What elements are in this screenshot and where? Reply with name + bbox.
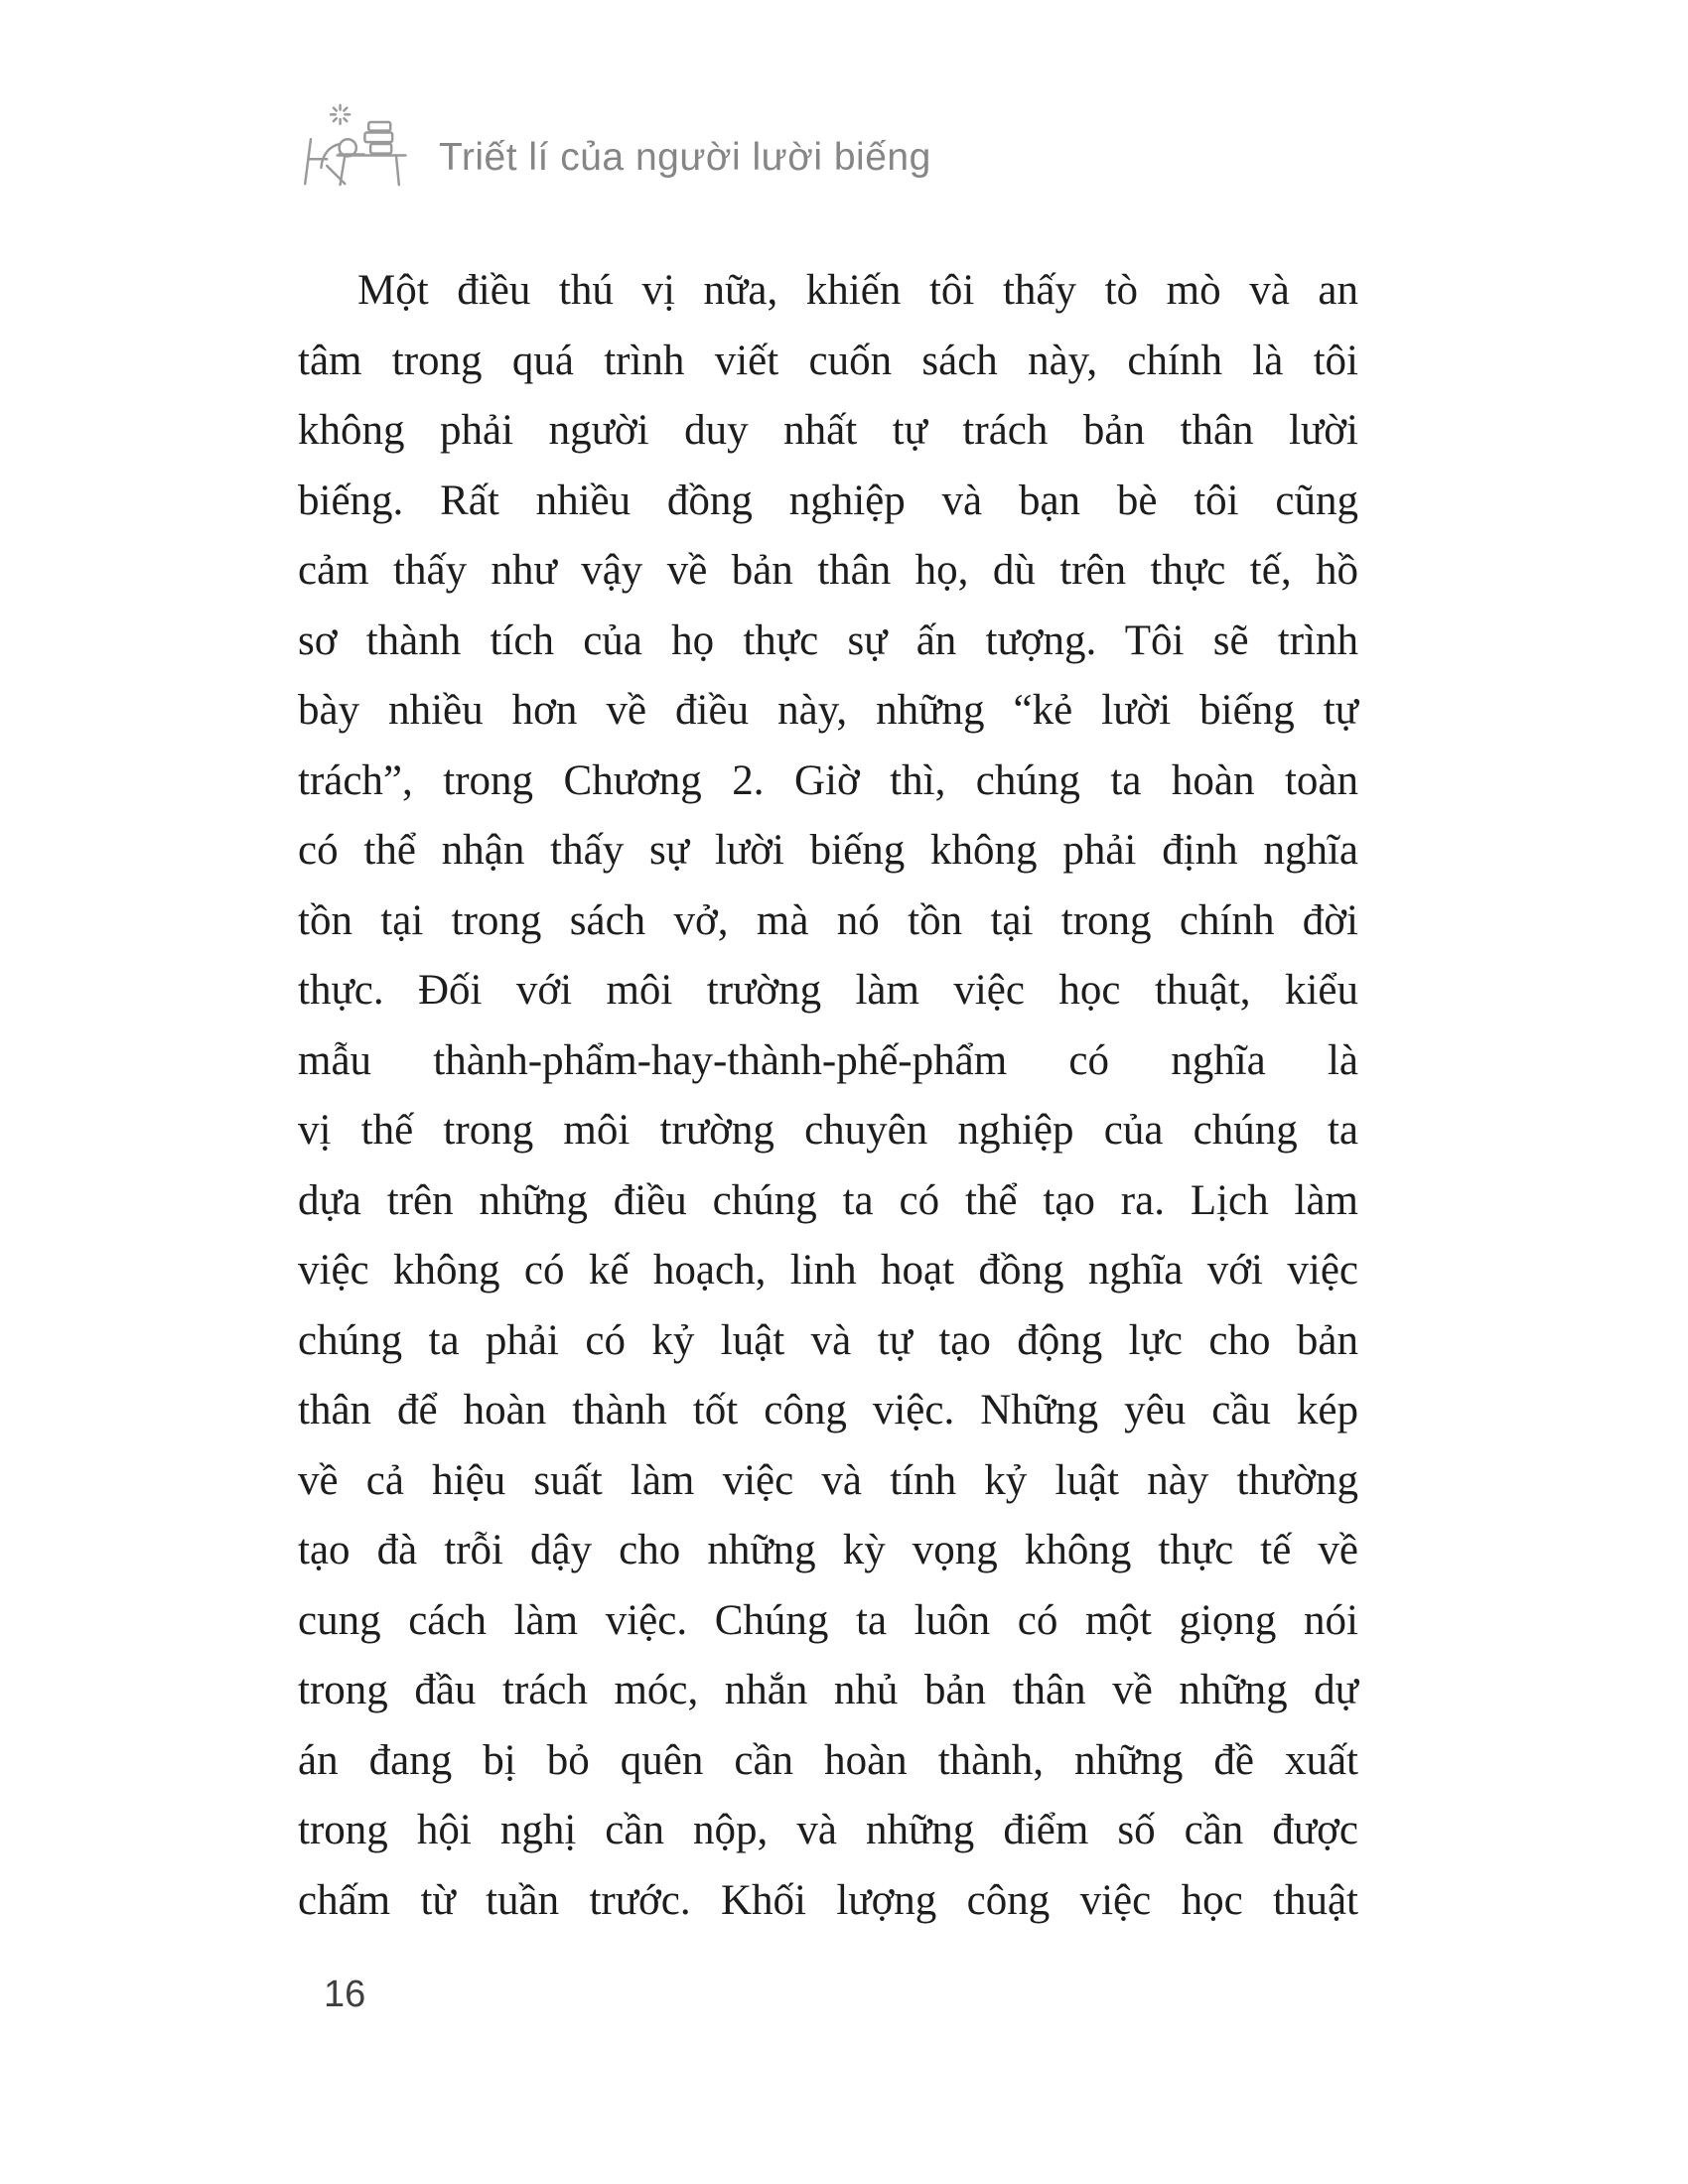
paragraph-line: án đang bị bỏ quên cần hoàn thành, những đề xuất [298, 1736, 1358, 1784]
chapter-title: Triết lí của người lười biếng [439, 136, 931, 179]
paragraph-line: thực. Đối với môi trường làm việc học thuật, kiểu [298, 967, 1358, 1014]
paragraph-line: mẫu thành-phẩm-hay-thành-phế-phẩm có nghĩa là [298, 1036, 1358, 1084]
paragraph-line: bày nhiều hơn về điều này, những “kẻ lười biếng tự [298, 687, 1358, 734]
paragraph-line: sơ thành tích của họ thực sự ấn tượng. Tôi sẽ trình [298, 616, 1358, 664]
paragraph-line: vị thế trong môi trường chuyên nghiệp của chúng ta [298, 1107, 1358, 1154]
paragraph-line: có thể nhận thấy sự lười biếng không phải định nghĩa [298, 827, 1358, 874]
paragraph-line: chúng ta phải có kỷ luật và tự tạo động lực cho bản [298, 1316, 1358, 1364]
paragraph-line: tồn tại trong sách vở, mà nó tồn tại trong chính đời [298, 896, 1358, 944]
paragraph-line: tâm trong quá trình viết cuốn sách này, chính là tôi [298, 337, 1358, 384]
page-header [294, 101, 931, 187]
paragraph-line: không phải người duy nhất tự trách bản thân lười [298, 407, 1358, 454]
page-number: 16 [324, 1974, 366, 2015]
lazy-person-sleeping-at-desk-icon [294, 101, 411, 187]
paragraph [298, 256, 1358, 1936]
paragraph-line: tạo đà trỗi dậy cho những kỳ vọng không thực tế về [298, 1527, 1358, 1573]
paragraph-line: chấm từ tuần trước. Khối lượng công việc học thuật [298, 1876, 1358, 1924]
paragraph-line: về cả hiệu suất làm việc và tính kỷ luật này thường [298, 1456, 1358, 1504]
paragraph-line: dựa trên những điều chúng ta có thể tạo ra. Lịch làm [298, 1176, 1358, 1224]
paragraph-line: trách”, trong Chương 2. Giờ thì, chúng ta hoàn toàn [298, 756, 1358, 804]
paragraph-line: việc không có kế hoạch, linh hoạt đồng nghĩa với việc [298, 1247, 1358, 1294]
paragraph-line: cảm thấy như vậy về bản thân họ, dù trên thực tế, hồ [298, 547, 1358, 594]
paragraph-line: Một điều thú vị nữa, khiến tôi thấy tò mò và an [357, 267, 1358, 314]
paragraph-line: cung cách làm việc. Chúng ta luôn có một giọng nói [298, 1596, 1358, 1644]
paragraph-line: thân để hoàn thành tốt công việc. Những yêu cầu kép [298, 1387, 1358, 1433]
paragraph-line: trong đầu trách móc, nhắn nhủ bản thân về những dự [298, 1667, 1358, 1713]
paragraph-line: biếng. Rất nhiều đồng nghiệp và bạn bè tôi cũng [298, 477, 1358, 524]
sparkle-icon [331, 105, 350, 124]
paragraph-line: trong hội nghị cần nộp, và những điểm số cần được [298, 1807, 1358, 1853]
